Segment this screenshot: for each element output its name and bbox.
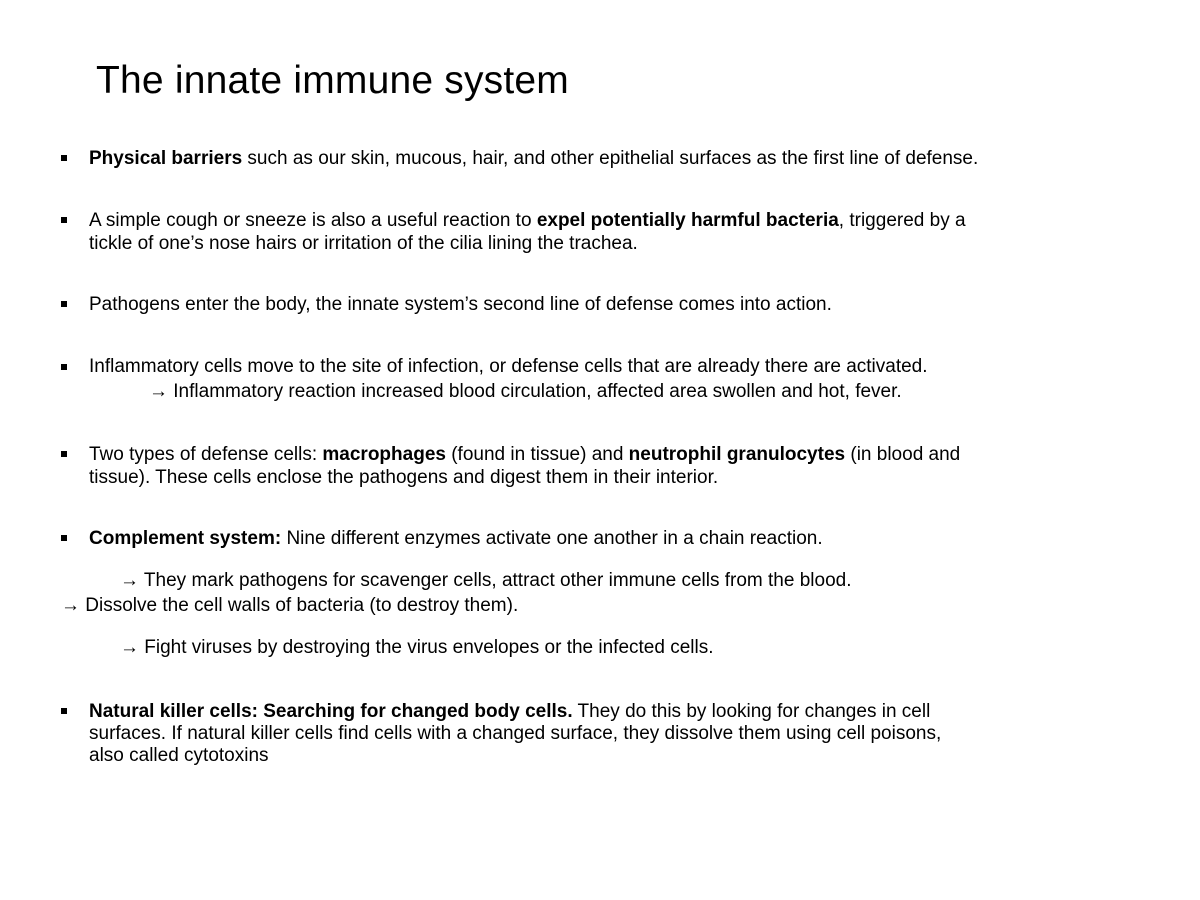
bullet-pathogens: Pathogens enter the body, the innate system’s second line of defense comes into action. bbox=[89, 294, 832, 315]
bullet-natural-killer-cells bbox=[89, 700, 930, 723]
bullet-square-icon bbox=[61, 155, 67, 161]
bold-term: Complement system: bbox=[89, 528, 282, 549]
bullet-square-icon bbox=[61, 364, 67, 370]
bullet-natural-killer-cells-line3: also called cytotoxins bbox=[89, 745, 269, 766]
bullet-natural-killer-cells-line2: surfaces. If natural killer cells find cells with a changed surface, they dissolve them using cell poisons, bbox=[89, 723, 942, 744]
bullet-defense-cells bbox=[89, 443, 960, 466]
bullet-text: They do this by looking for changes in cell bbox=[572, 701, 931, 722]
bullet-text: Two types of defense cells: bbox=[89, 444, 323, 465]
sub-fight-viruses: → Fight viruses by destroying the virus envelopes or the infected cells. bbox=[120, 637, 714, 658]
bullet-square-icon bbox=[61, 301, 67, 307]
bullet-square-icon bbox=[61, 708, 67, 714]
bullet-defense-cells-line2: tissue). These cells enclose the pathogens and digest them in their interior. bbox=[89, 467, 719, 488]
bullet-cough-sneeze-line2: tickle of one’s nose hairs or irritation of the cilia lining the trachea. bbox=[89, 233, 638, 254]
bullet-text: (found in tissue) and bbox=[445, 444, 629, 465]
bullet-square-icon bbox=[61, 217, 67, 223]
bullet-text: Nine different enzymes activate one another in a chain reaction. bbox=[281, 528, 823, 549]
bullet-inflammatory-cells: Inflammatory cells move to the site of infection, or defense cells that are already there are activated. bbox=[89, 356, 928, 377]
bullet-physical-barriers bbox=[89, 147, 978, 170]
bullet-text: such as our skin, mucous, hair, and other epithelial surfaces as the first line of defense. bbox=[242, 148, 979, 169]
bullet-square-icon bbox=[61, 535, 67, 541]
sub-mark-pathogens: → They mark pathogens for scavenger cells, attract other immune cells from the blood. bbox=[120, 570, 852, 591]
bullet-text: , triggered by a bbox=[838, 210, 966, 231]
slide-title: The innate immune system bbox=[96, 59, 569, 102]
bold-term: expel potentially harmful bacteria bbox=[536, 210, 839, 231]
bullet-square-icon bbox=[61, 451, 67, 457]
bold-term: Natural killer cells: Searching for changed body cells. bbox=[89, 701, 573, 722]
bullet-complement-system bbox=[89, 527, 823, 550]
bold-term: Physical barriers bbox=[89, 148, 243, 169]
sub-dissolve-cell-walls: → Dissolve the cell walls of bacteria (to destroy them). bbox=[61, 595, 519, 616]
bold-term: neutrophil granulocytes bbox=[628, 444, 846, 465]
bold-term: macrophages bbox=[322, 444, 446, 465]
sub-inflammatory-reaction: → Inflammatory reaction increased blood circulation, affected area swollen and hot, fever. bbox=[149, 381, 902, 402]
bullet-cough-sneeze bbox=[89, 209, 966, 232]
bullet-text: (in blood and bbox=[845, 444, 961, 465]
bullet-text: A simple cough or sneeze is also a useful reaction to bbox=[89, 210, 537, 231]
